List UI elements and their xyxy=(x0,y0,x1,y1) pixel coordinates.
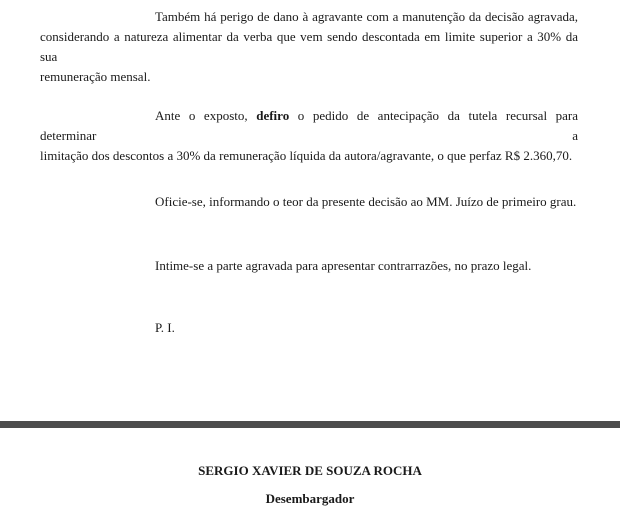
paragraph-decision xyxy=(40,106,578,166)
paragraph-danger xyxy=(40,7,578,87)
paragraph-summons: Intime-se a parte agravada para apresentar contrarrazões, no prazo legal. xyxy=(155,258,532,273)
signatory-title: Desembargador xyxy=(265,491,355,506)
page-separator xyxy=(0,421,620,428)
signatory-name: SERGIO XAVIER DE SOUZA ROCHA xyxy=(198,463,422,478)
paragraph-danger-line-1: Também há perigo de dano à agravante com a manutenção da decisão agravada, xyxy=(155,9,578,24)
decision-intro: Ante o exposto, xyxy=(155,108,257,123)
paragraph-decision-line-2: limitação dos descontos a 30% da remuneração líquida da autora/agravante, o que perfaz R$ 2.360,70. xyxy=(40,148,573,163)
paragraph-danger-line-2: considerando a natureza alimentar da verba que vem sendo descontada em limite superior a 30% da sua xyxy=(40,29,578,64)
decision-continuation: o pedido de antecipação da tutela recursal para determinar a xyxy=(40,108,579,143)
decision-keyword: defiro xyxy=(256,108,290,123)
paragraph-publish-notice: P. I. xyxy=(155,320,175,335)
paragraph-danger-line-3: remuneração mensal. xyxy=(40,69,151,84)
paragraph-official-notice: Oficie-se, informando o teor da presente decisão ao MM. Juízo de primeiro grau. xyxy=(155,194,577,209)
